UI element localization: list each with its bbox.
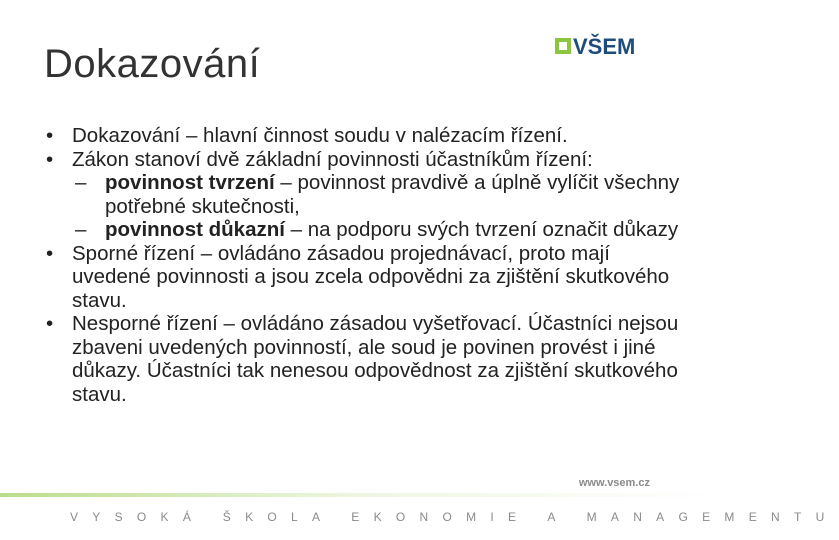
bullet-item (46, 242, 686, 313)
footer-school-name: VYSOKÁ ŠKOLA EKONOMIE A MANAGEMENTU (70, 510, 839, 524)
bullet-text: Zákon stanoví dvě základní povinnosti účastníkům řízení: (72, 147, 593, 171)
footer-divider (0, 490, 720, 500)
bullet-item (46, 124, 686, 148)
bullet-marker: • (46, 312, 54, 335)
bullet-text: Nesporné řízení – ovládáno zásadou vyšetřovací. Účastníci nejsou zbaveni uvedených povinností, ale soud je povinen provést i jiné důkazy. Účastníci tak nenesou odpovědnost za zjištění skutkového stavu. (72, 312, 679, 406)
dash-marker: – (75, 218, 87, 241)
bullet-text: Sporné řízení – ovládáno zásadou projednávací, proto mají uvedené povinnosti a jsou zcela odpovědni za zjištění skutkového stavu. (72, 241, 670, 312)
logo-text: VŠEM (573, 34, 636, 59)
sub-bullet-text: – povinnost pravdivě a úplně vylíčit všechny potřebné skutečnosti, (105, 171, 680, 218)
bullet-item (46, 148, 686, 172)
sub-bullet-bold: povinnost tvrzení (105, 171, 275, 194)
slide-content (46, 124, 686, 406)
bullet-text: Dokazování – hlavní činnost soudu v nalézacím řízení. (72, 124, 568, 147)
bullet-marker: • (46, 147, 54, 171)
sub-bullet-text: – na podporu svých tvrzení označit důkazy (284, 218, 679, 241)
dash-marker: – (75, 171, 87, 194)
bullet-marker: • (46, 124, 54, 147)
sub-bullet-item (46, 218, 686, 242)
footer-url: www.vsem.cz (578, 477, 650, 489)
bullet-item (46, 312, 686, 406)
bullet-marker: • (46, 241, 54, 265)
slide-title: Dokazování (44, 42, 261, 86)
vsem-logo (555, 32, 655, 60)
sub-bullet-item (46, 171, 686, 218)
sub-bullet-bold: povinnost důkazní (105, 218, 285, 241)
